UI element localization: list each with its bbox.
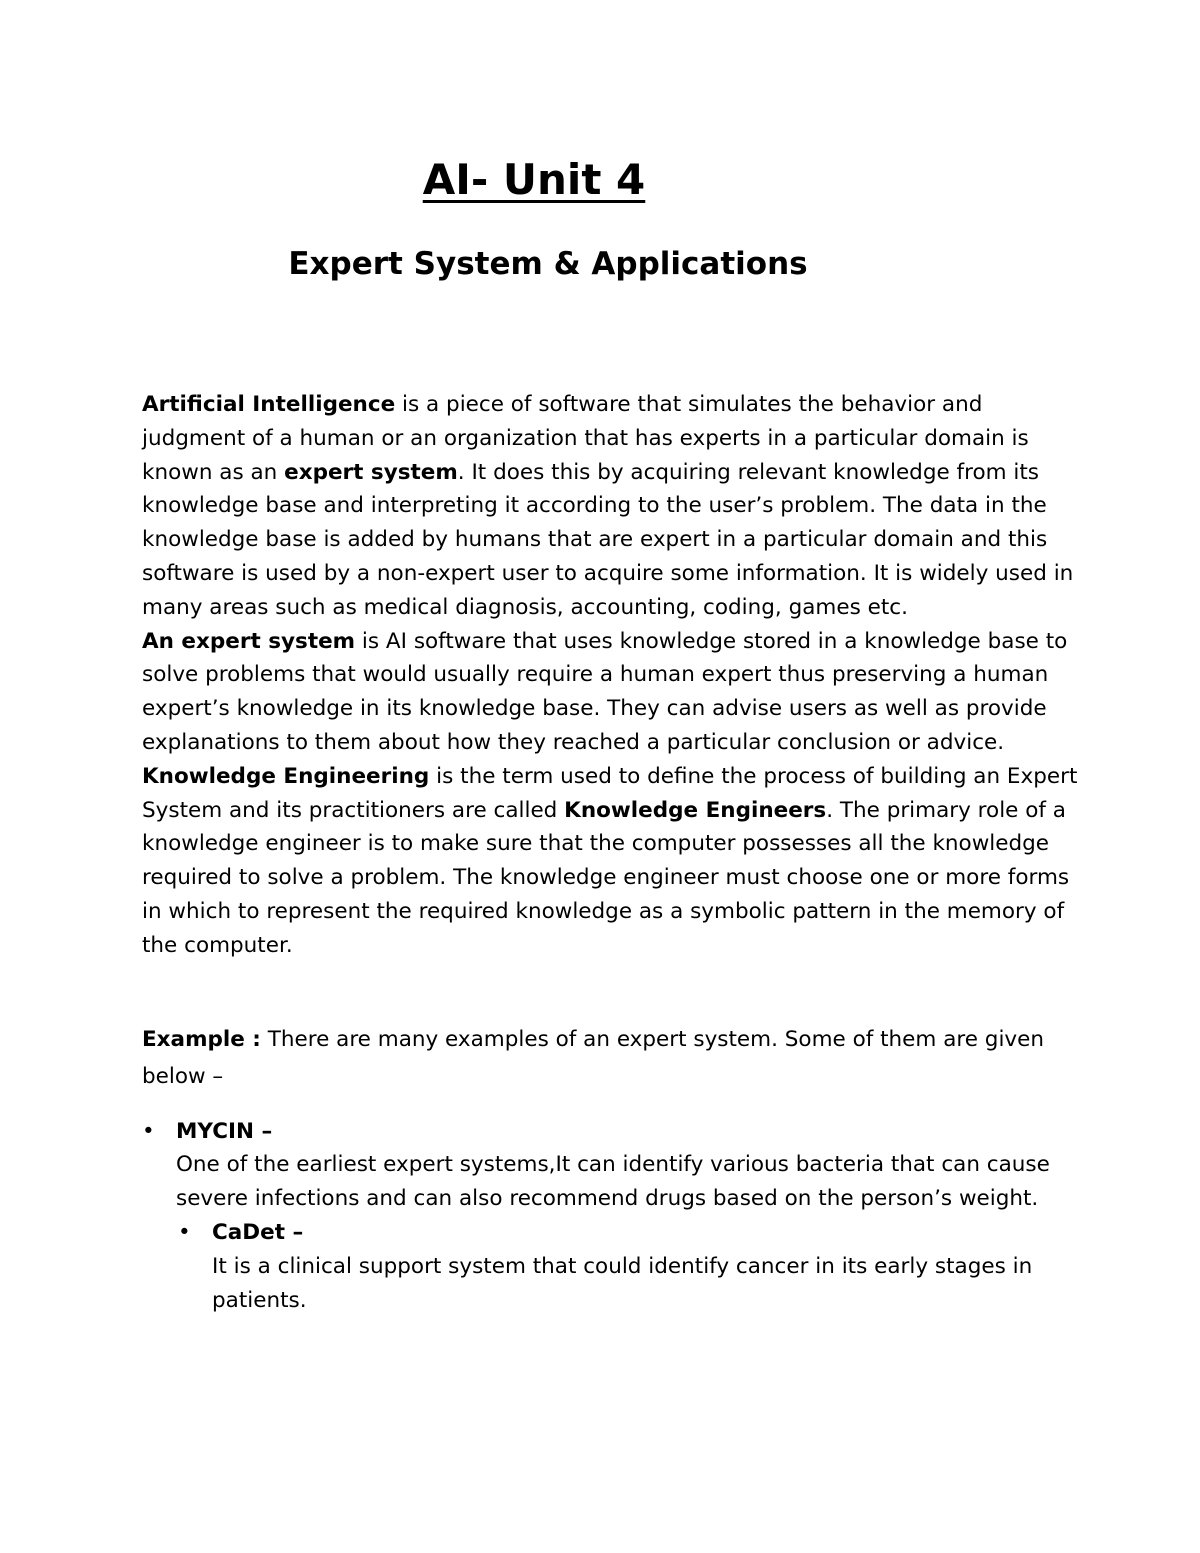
paragraph-text: is a piece of software that simulates the behavior and judgment of a human or an organization that has experts in a particular domain is known as an bbox=[142, 392, 1029, 485]
paragraph-text: is AI software that uses knowledge stored in a knowledge base to solve problems that would usually require a human expert thus preserving a human expert’s knowledge in its knowledge base. They can advise users as well as provide explanations to them about how they reached a particular conclusion or advice. bbox=[142, 628, 1068, 755]
list-item-text: One of the earliest expert systems,It can identify various bacteria that can cause severe infections and can also recommend drugs based on the person’s weight. bbox=[176, 1152, 1050, 1212]
term-knowledge-engineers: Knowledge Engineers bbox=[564, 797, 827, 823]
term-knowledge-engineering: Knowledge Engineering bbox=[142, 763, 430, 789]
examples-list bbox=[142, 1115, 1092, 1318]
paragraph-expert-system bbox=[142, 625, 1092, 963]
document-body bbox=[142, 388, 1092, 1317]
list-item-text: It is a clinical support system that could identify cancer in its early stages in patients. bbox=[212, 1253, 1033, 1313]
paragraph-intro bbox=[142, 388, 1092, 625]
document-title: AI- Unit 4 bbox=[422, 155, 646, 204]
list-item-cadet bbox=[178, 1216, 1092, 1317]
document-subtitle: Expert System & Applications bbox=[288, 246, 808, 282]
paragraph-text: . The primary role of a knowledge engineer is to make sure that the computer possesses all the knowledge required to solve a problem. The knowledge engineer must choose one or more forms in which to represent the required knowledge as a symbolic pattern in the memory of the computer. bbox=[142, 797, 1070, 958]
bullet-icon: • bbox=[178, 1219, 191, 1245]
term-an-expert-system: An expert system bbox=[142, 628, 356, 654]
list-item-heading: MYCIN – bbox=[176, 1118, 273, 1144]
list-item-heading: CaDet – bbox=[212, 1219, 304, 1245]
paragraph-text: . It does this by acquiring relevant knowledge from its knowledge base and interpreting it according to the user’s problem. The data in the knowledge base is added by humans that are expert in a particular domain and this software is used by a non-expert user to acquire some information. It is widely used in many areas such as medical diagnosis, accounting, coding, games etc. bbox=[142, 459, 1074, 620]
bullet-icon: • bbox=[142, 1118, 155, 1144]
term-expert-system: expert system bbox=[284, 459, 458, 485]
paragraph-text: is the term used to define the process of building an Expert System and its practitioners are called bbox=[142, 763, 1078, 823]
example-label: Example : bbox=[142, 1026, 261, 1052]
list-item-mycin bbox=[142, 1115, 1092, 1216]
paragraph-example bbox=[142, 1021, 1092, 1095]
example-text: There are many examples of an expert system. Some of them are given below – bbox=[142, 1026, 1044, 1089]
term-artificial-intelligence: Artificial Intelligence bbox=[142, 392, 396, 417]
